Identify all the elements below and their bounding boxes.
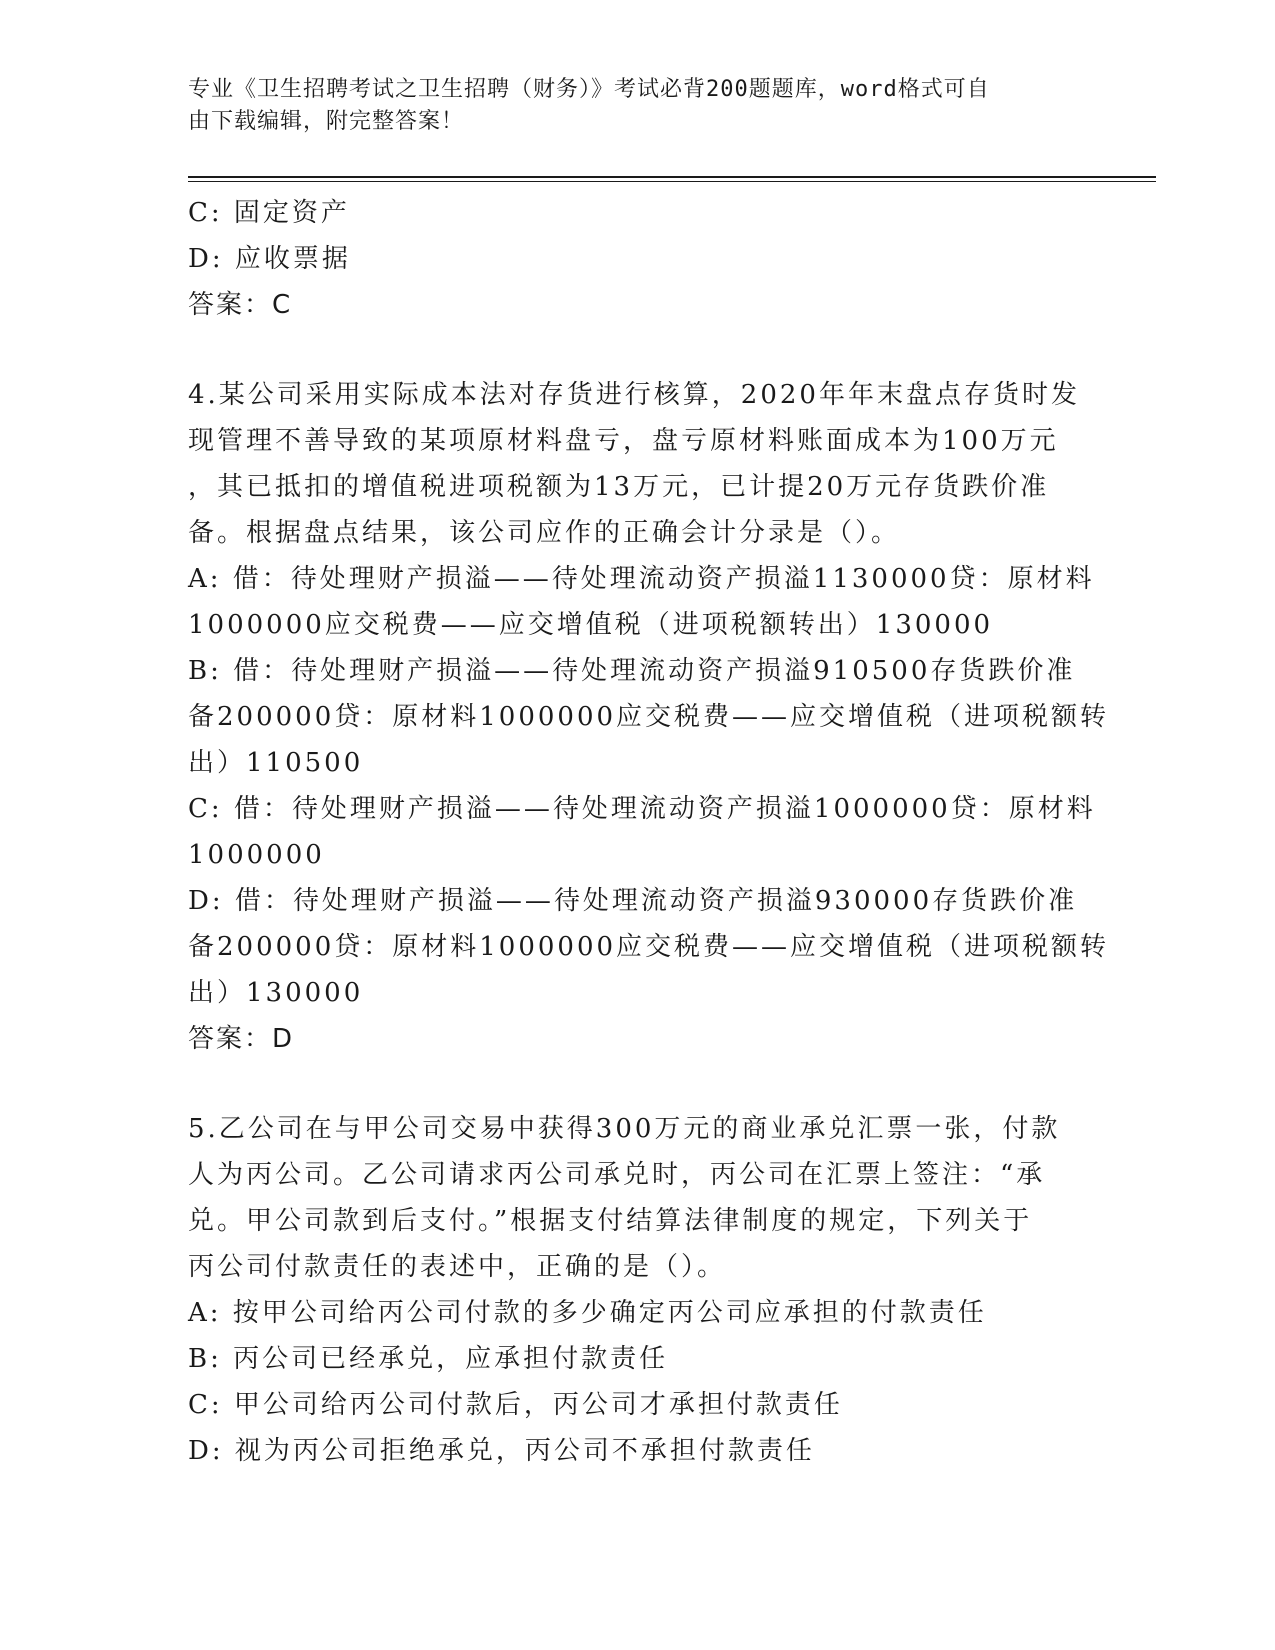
q5-option-b: B: 丙公司已经承兑，应承担付款责任: [188, 1344, 669, 1374]
q4-option-b-cont: 备200000贷：原材料1000000应交税费——应交增值税（进项税额转: [188, 702, 1110, 732]
spacer: [188, 1062, 1088, 1106]
q4-option-b: B: 借：待处理财产损溢——待处理流动资产损溢910500存货跌价准: [188, 656, 1076, 686]
q5-option-a: A: 按甲公司给丙公司付款的多少确定丙公司应承担的付款责任: [188, 1298, 987, 1328]
q4-option-a-cont: 1000000应交税费——应交增值税（进项税额转出）130000: [188, 610, 994, 640]
q5-stem-line: 人为丙公司。乙公司请求丙公司承兑时，丙公司在汇票上签注：“承: [188, 1160, 1046, 1190]
document-body: [188, 190, 1110, 1474]
q3-option-c: C: 固定资产: [188, 198, 350, 228]
q4-option-c: C: 借：待处理财产损溢——待处理流动资产损溢1000000贷：原材料: [188, 794, 1096, 824]
q4-option-d-cont: 出）130000: [188, 978, 364, 1008]
q4-answer: 答案：D: [188, 1024, 295, 1054]
q4-option-d-cont: 备200000贷：原材料1000000应交税费——应交增值税（进项税额转: [188, 932, 1110, 962]
q5-stem-line: 丙公司付款责任的表述中，正确的是（）。: [188, 1252, 727, 1282]
question-3-tail: [188, 190, 1088, 328]
q4-option-d: D: 借：待处理财产损溢——待处理流动资产损溢930000存货跌价准: [188, 886, 1078, 916]
q4-stem-line: 备。根据盘点结果，该公司应作的正确会计分录是（）。: [188, 518, 901, 548]
header-divider-thin: [188, 181, 1156, 182]
q4-stem-line: 4.某公司采用实际成本法对存货进行核算，2020年年末盘点存货时发: [188, 380, 1080, 410]
spacer: [188, 328, 1088, 372]
q4-option-c-cont: 1000000: [188, 840, 325, 870]
q4-stem-line: ，其已抵扣的增值税进项税额为13万元，已计提20万元存货跌价准: [188, 472, 1050, 502]
q4-stem-line: 现管理不善导致的某项原材料盘亏，盘亏原材料账面成本为100万元: [188, 426, 1059, 456]
q5-option-c: C: 甲公司给丙公司付款后，丙公司才承担付款责任: [188, 1390, 843, 1420]
header-line-1: 专业《卫生招聘考试之卫生招聘（财务）》考试必背200题题库，word格式可自: [188, 77, 990, 102]
q3-option-d: D: 应收票据: [188, 244, 351, 274]
header-divider-thick: [188, 176, 1156, 178]
q5-option-d: D: 视为丙公司拒绝承兑，丙公司不承担付款责任: [188, 1436, 815, 1466]
question-4: [188, 372, 1110, 1062]
page-header: [188, 74, 1068, 138]
header-line-2: 由下载编辑，附完整答案！: [188, 109, 465, 134]
q3-answer: 答案：C: [188, 290, 293, 320]
question-5: [188, 1106, 1088, 1474]
q4-option-a: A: 借：待处理财产损溢——待处理流动资产损溢1130000贷：原材料: [188, 564, 1095, 594]
q4-option-b-cont: 出）110500: [188, 748, 364, 778]
q5-stem-line: 5.乙公司在与甲公司交易中获得300万元的商业承兑汇票一张，付款: [188, 1114, 1061, 1144]
q5-stem-line: 兑。甲公司款到后支付。”根据支付结算法律制度的规定，下列关于: [188, 1206, 1033, 1236]
